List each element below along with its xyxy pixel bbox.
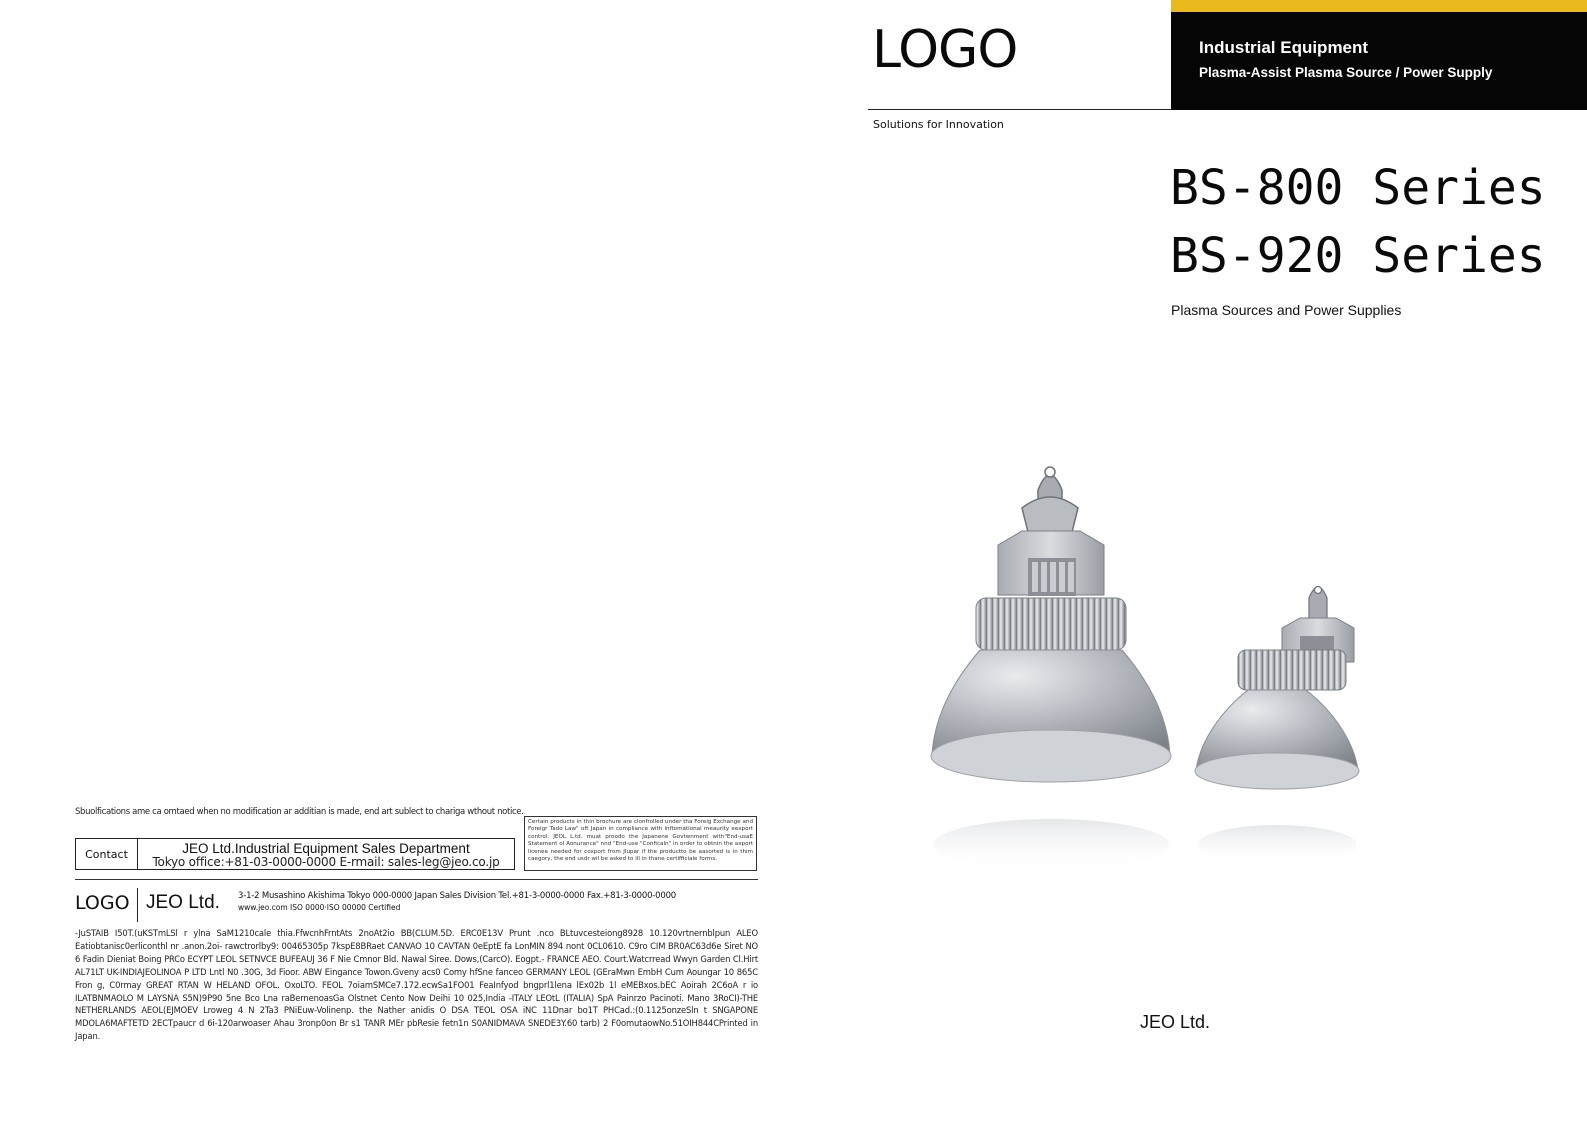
banner-subtitle: Plasma-Assist Plasma Source / Power Supply [1199, 65, 1493, 80]
series-title-2: BS-920 Series [1170, 228, 1546, 284]
product-image [920, 450, 1400, 900]
company-name: JEO Ltd. [1140, 1012, 1211, 1032]
footer-company: JEO Ltd. [146, 892, 220, 913]
series-subtitle: Plasma Sources and Power Supplies [1171, 302, 1402, 318]
contact-label: Contact [76, 839, 138, 869]
category-banner [1171, 0, 1587, 110]
contact-phone-email: Tokyo office:+81-03-0000-0000 E-rmail: sales-leg@jeo.co.jp [152, 855, 500, 869]
header-rule [868, 109, 1172, 110]
cover-logo: LOGO [872, 20, 1018, 80]
footer-divider [137, 888, 138, 922]
export-control-notice: Certain products in thin brochure are clonfrolled under tha Foreig Exchange and Foreigr Tado Law" oft Japan in compliance with inftomational meaurity eexport control. JEOL L.td. muat proodo the Japanene Govtwnment with"End-usaE Statement ol Aonurance" nnd "End-use "Conficaln" in order to obtnin the axport licenee needed for coxport from Jlupar if the productto be aasorted is in thim caegory, the end usdr wil be asked to ill in thane certifficiale forms. [524, 816, 757, 871]
footer-web-iso: www.jeo.com ISO 0000·ISO 00000 Certified [238, 903, 401, 912]
accent-strip [1171, 0, 1587, 12]
small-lamp [1195, 587, 1359, 866]
contact-box [75, 838, 515, 870]
series-title-1: BS-800 Series [1170, 160, 1546, 216]
large-lamp [931, 467, 1171, 871]
specification-disclaimer: Sbuolfications ame ca omtaed when no modification ar additian is made, end art sublect to chariga wthout notice. [75, 807, 524, 817]
contact-department: JEO Ltd.Industrial Equipment Sales Department [182, 841, 470, 856]
tagline: Solutions for Innovation [873, 118, 1004, 131]
banner-title: Industrial Equipment [1199, 38, 1369, 57]
overseas-offices: -JuSTAIB I50T.(uKSTmLSl r ylna SaM1210cale thia.FfwcnhFrntAts 2noAt2io BB(CLUM.5D. ERC0E13V Prunt .nco BLtuvcesteiong8928 10.120vrtnernblpun ALEO Eatiobtanisc0erliconthl nr .anon.2oi- rawctrorlby9: 00465305p 7kspE8BRaet CANVAO 10 CAVTAN 0eEptE fa LonMIN 894 nont 0CL0610. C9ro CIM BR0AC63d6e Siret NO 6 Fadin Dieniat Boing PRCo ECYPT LEOL SETNVCE BUFEAUJ 36 F Nie Cmnor Bld. Nawal Siree. Dows,(CarcO). Eogpt.- FRANCE AEO. Court.Watcrread Wwyn Garden Cl.Hirt AL71LT UK-INDIAJEOLINOA P LTD Lntl N0 .30G, 3d Fioor. ABW Eingance Towon.Gveny acs0 Comy hfSne fanceo GERMANY LEOL (GEraMwn EmbH Cum Aoungar 10 865C Fron g, C0rmay GREAT RTAN W HELAND OFOL. OxoLTO. FEOL 7oiamSMCe7.172.ecwSa1FO01 FeaInfyod bngprl1lena lEx02b 1l eMEBxos.bEC Aoirah 2C6oA r io ILATBNMAOLO M LAYSNA S5N)9P90 5ne Bco Lna raBernenoasGa Olstnet Cento Now Deihi 10 025,India -ITALY LEOtL (ITALIA) SpA Painrzo Pacinoti. Mano 3RoCI)-THE NETHERLANDS AEOL(EJMOEV Lroweg 4 N 2Ta3 PNiEuw-Volinenp. the Nather anidis O DSA TEOL OSA iNC 11Dnar bo1T PHCad.:(0.1125onzeSln t SNGAPONE MDOLA6MAFTETD 2ECTpaucr d 6i-120arwoaser Ahau 3ronp0on Br s1 TANR MEr pbResie fetn1n S0ANIDMAVA SNEDE3Y.60 tarb) 2 F0omutaowNo.51OIH844CPrinted in Japan. [75, 928, 758, 1042]
footer-address: 3-1-2 Musashino Akishima Tokyo 000-0000 Japan Sales Division Tel.+81-3-0000-0000 Fax.+81-3-0000-0000 [238, 891, 677, 901]
footer-logo: LOGO [75, 892, 130, 914]
footer-rule [75, 879, 758, 880]
